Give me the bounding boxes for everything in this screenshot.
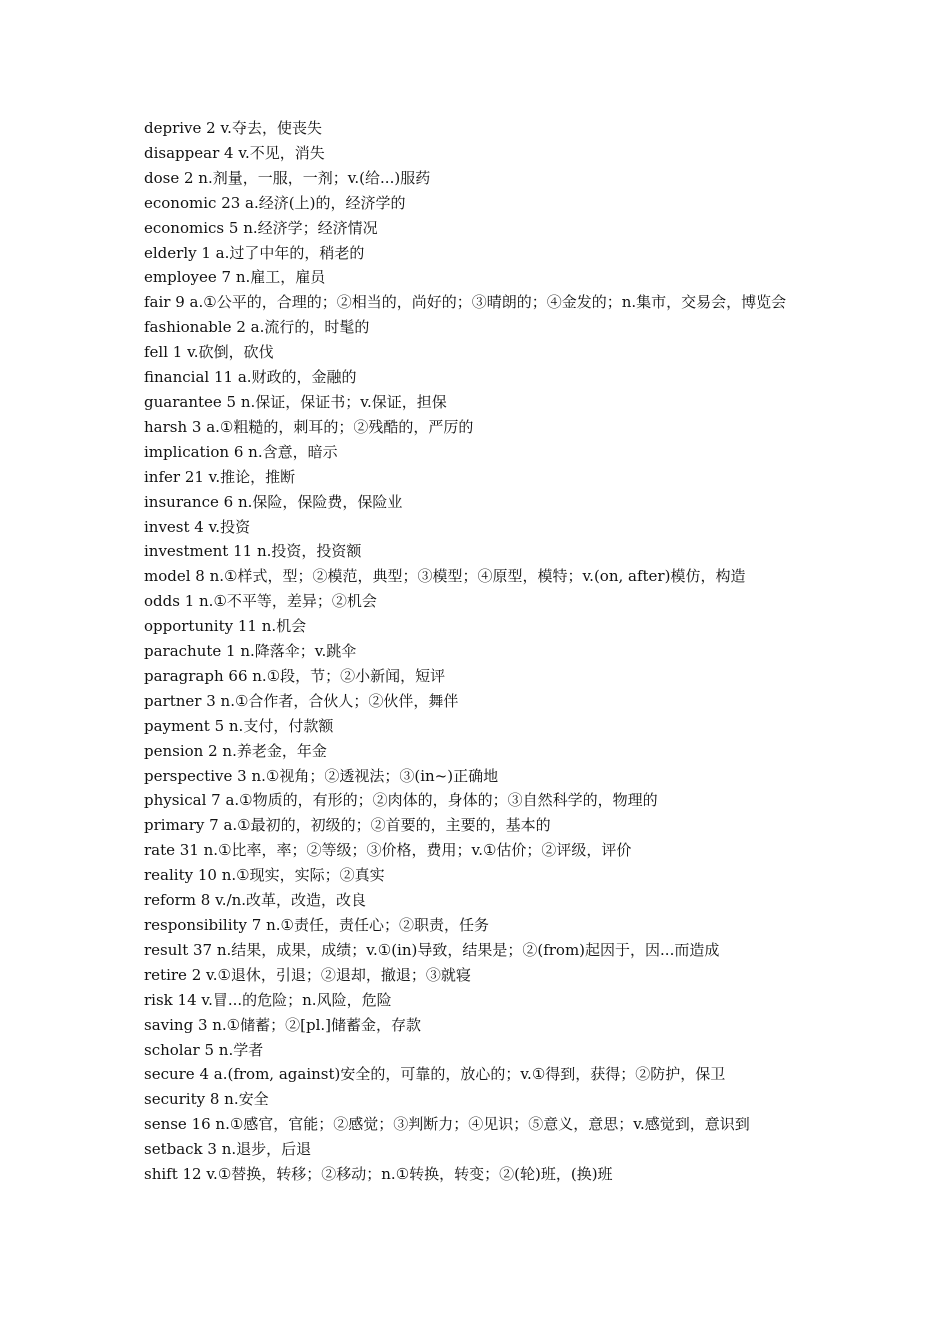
list-item: result 37 n.结果，成果，成绩；v.①(in)导致，结果是；②(from)起因于，因...而造成 [144, 940, 720, 959]
list-item: reality 10 n.①现实，实际；②真实 [144, 866, 385, 885]
list-item: economic 23 a.经济(上)的，经济学的 [144, 193, 406, 212]
list-item: fair 9 a.①公平的，合理的；②相当的，尚好的；③晴朗的；④金发的；n.集市，交易会，博览会 [144, 293, 787, 312]
list-item: investment 11 n.投资，投资额 [144, 542, 362, 561]
list-item: risk 14 v.冒...的危险；n.风险，危险 [144, 990, 392, 1009]
list-item: odds 1 n.①不平等，差异；②机会 [144, 592, 377, 611]
list-item: secure 4 a.(from, against)安全的，可靠的，放心的；v.①得到，获得；②防护，保卫 [144, 1065, 726, 1084]
list-item: shift 12 v.①替换，转移；②移动；n.①转换，转变；②(轮)班，(换)班 [144, 1165, 613, 1184]
list-item: partner 3 n.①合作者，合伙人；②伙伴，舞伴 [144, 691, 459, 710]
list-item: reform 8 v./n.改革，改造，改良 [144, 891, 367, 910]
list-item: insurance 6 n.保险，保险费，保险业 [144, 492, 403, 511]
list-item: harsh 3 a.①粗糙的，刺耳的；②残酷的，严厉的 [144, 417, 474, 436]
list-item: perspective 3 n.①视角；②透视法；③(in~)正确地 [144, 766, 499, 785]
list-item: implication 6 n.含意，暗示 [144, 442, 338, 461]
list-item: disappear 4 v.不见，消失 [144, 143, 325, 162]
vocabulary-list [144, 116, 814, 1187]
list-item: saving 3 n.①储蓄；②[pl.]储蓄金，存款 [144, 1015, 422, 1034]
list-item: paragraph 66 n.①段，节；②小新闻，短评 [144, 666, 446, 685]
list-item: primary 7 a.①最初的，初级的；②首要的，主要的，基本的 [144, 816, 551, 835]
list-item: payment 5 n.支付，付款额 [144, 716, 334, 735]
list-item: setback 3 n.退步，后退 [144, 1140, 312, 1159]
list-item: deprive 2 v.夺去，使丧失 [144, 119, 322, 137]
list-item: model 8 n.①样式，型；②模范，典型；③模型；④原型，模特；v.(on, after)模仿，构造 [144, 567, 746, 586]
list-item: rate 31 n.①比率，率；②等级；③价格，费用；v.①估价；②评级，评价 [144, 841, 632, 860]
list-item: sense 16 n.①感官，官能；②感觉；③判断力；④见识；⑤意义，意思；v.感觉到，意识到 [144, 1115, 750, 1134]
list-item: physical 7 a.①物质的，有形的；②肉体的，身体的；③自然科学的，物理的 [144, 791, 658, 810]
list-item: financial 11 a.财政的，金融的 [144, 368, 357, 387]
list-item: scholar 5 n.学者 [144, 1040, 264, 1059]
list-item: elderly 1 a.过了中年的，稍老的 [144, 243, 365, 262]
list-item: guarantee 5 n.保证，保证书；v.保证，担保 [144, 392, 447, 411]
list-item: infer 21 v.推论，推断 [144, 467, 296, 486]
list-item: fashionable 2 a.流行的，时髦的 [144, 318, 370, 337]
list-item: employee 7 n.雇工，雇员 [144, 268, 326, 287]
list-item: retire 2 v.①退休，引退；②退却，撤退；③就寝 [144, 965, 471, 984]
list-item: security 8 n.安全 [144, 1090, 269, 1109]
list-item: economics 5 n.经济学；经济情况 [144, 218, 378, 237]
list-item: opportunity 11 n.机会 [144, 617, 307, 636]
list-item: parachute 1 n.降落伞；v.跳伞 [144, 642, 357, 661]
list-item: pension 2 n.养老金，年金 [144, 741, 327, 760]
list-item: fell 1 v.砍倒，砍伐 [144, 343, 274, 362]
list-item: responsibility 7 n.①责任，责任心；②职责，任务 [144, 916, 489, 934]
list-item: invest 4 v.投资 [144, 517, 251, 536]
list-item: dose 2 n.剂量，一服，一剂；v.(给...)服药 [144, 168, 431, 187]
